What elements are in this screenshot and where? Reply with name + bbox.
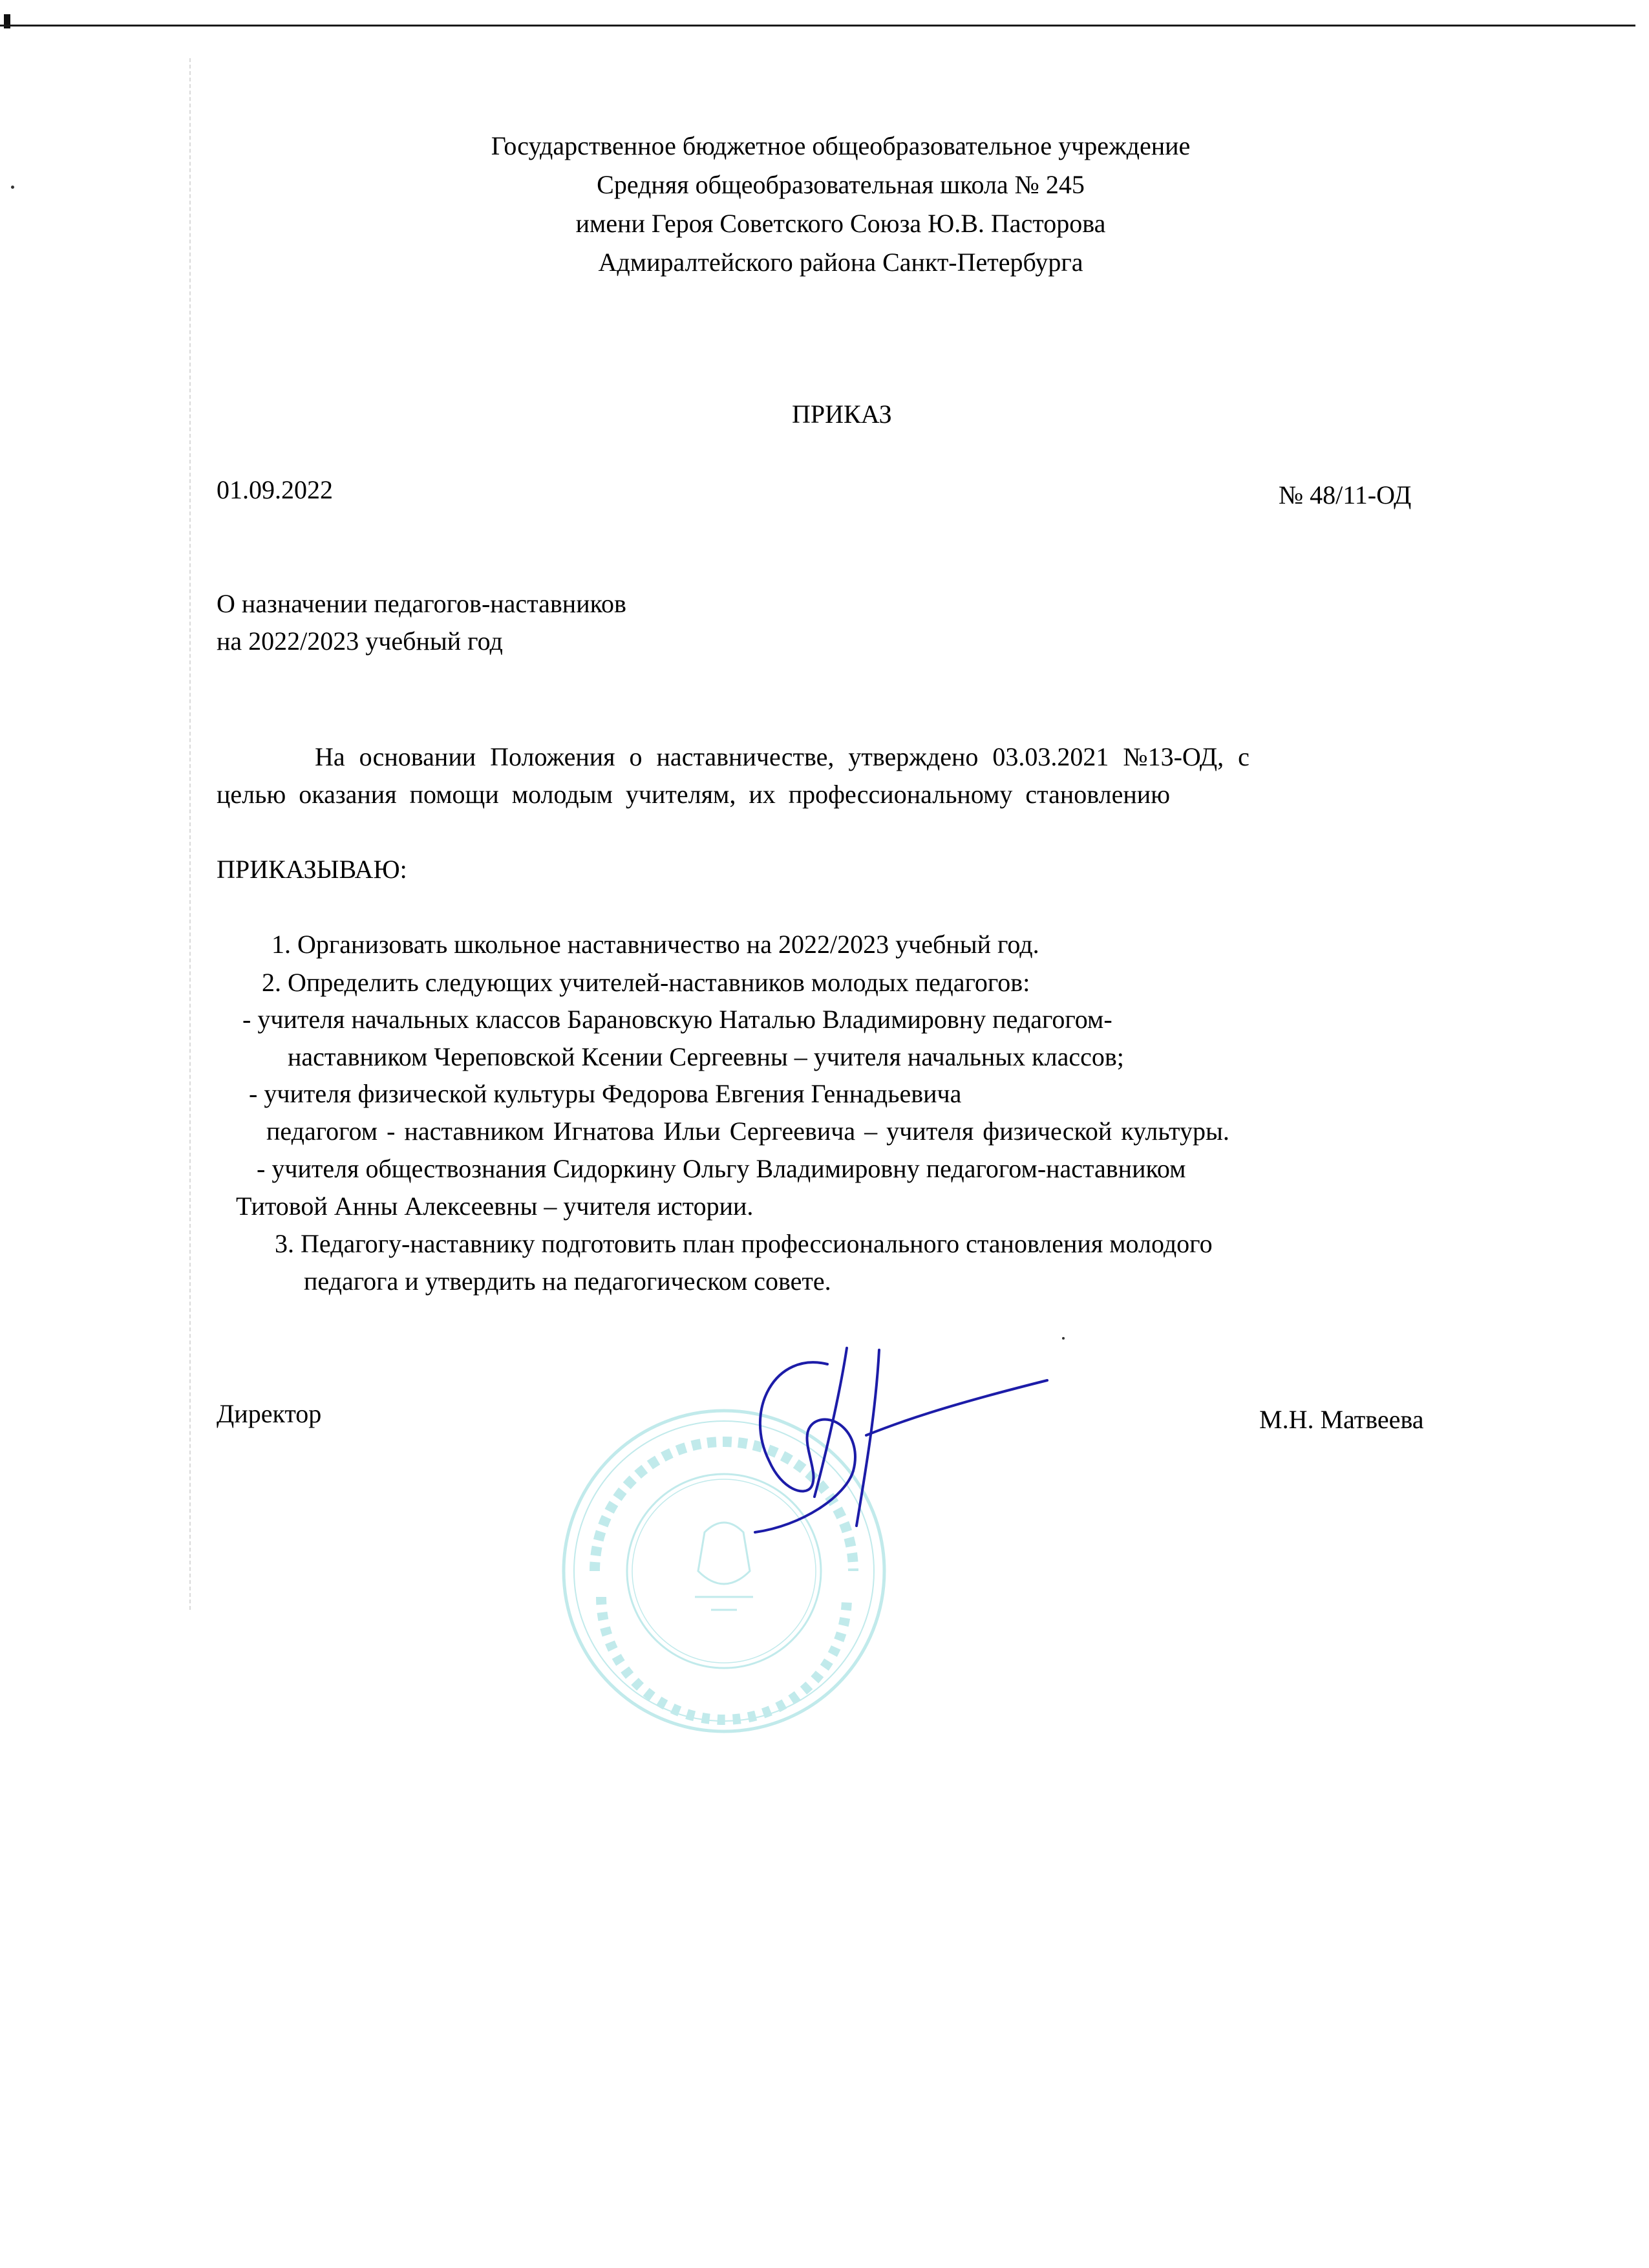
order-subitem-a-line1: - учителя начальных классов Барановскую Наталью Владимировну педагогом- bbox=[242, 1005, 1112, 1034]
preamble-line2: целью оказания помощи молодым учителям, их профессиональному становлению bbox=[217, 780, 1171, 809]
document-title: ПРИКАЗ bbox=[792, 400, 892, 429]
order-subitem-c-line2: Титовой Анны Алексеевны – учителя истории. bbox=[236, 1192, 754, 1221]
org-header-line2: Средняя общеобразовательная школа № 245 bbox=[597, 170, 1085, 199]
preamble-line1: На основании Положения о наставничестве, утверждено 03.03.2021 №13-ОД, с bbox=[315, 742, 1250, 771]
order-item-3-line1: 3. Педагогу-наставнику подготовить план профессионального становления молодого bbox=[275, 1229, 1213, 1258]
org-header-line1: Государственное бюджетное общеобразовательное учреждение bbox=[491, 131, 1191, 160]
org-header-line4: Адмиралтейского района Санкт-Петербурга bbox=[598, 248, 1083, 277]
order-subitem-b-line1: - учителя физической культуры Федорова Евгения Геннадьевича bbox=[249, 1079, 962, 1108]
org-header-line3: имени Героя Советского Союза Ю.В. Пасторова bbox=[575, 209, 1106, 238]
order-subitem-c-line1: - учителя обществознания Сидоркину Ольгу Владимировну педагогом-наставником bbox=[257, 1154, 1186, 1183]
signature-position: Директор bbox=[217, 1399, 322, 1428]
order-item-3-line2: педагога и утвердить на педагогическом совете. bbox=[304, 1267, 831, 1296]
order-subitem-b-line2: педагогом - наставником Игнатова Ильи Сергеевича – учителя физической культуры. bbox=[266, 1117, 1229, 1146]
order-subject-line1: О назначении педагогов-наставников bbox=[217, 589, 626, 618]
scan-top-edge bbox=[0, 25, 1635, 27]
order-item-2: 2. Определить следующих учителей-наставников молодых педагогов: bbox=[262, 968, 1030, 997]
page-fold-line bbox=[189, 58, 191, 1610]
order-subitem-a-line2: наставником Череповской Ксении Сергеевны – учителя начальных классов; bbox=[288, 1042, 1124, 1071]
signature-name: М.Н. Матвеева bbox=[1259, 1405, 1424, 1434]
order-date: 01.09.2022 bbox=[217, 475, 333, 504]
order-number: № 48/11-ОД bbox=[1279, 480, 1412, 509]
order-subject-line2: на 2022/2023 учебный год bbox=[217, 626, 503, 656]
director-signature bbox=[730, 1338, 1067, 1545]
order-word: ПРИКАЗЫВАЮ: bbox=[217, 855, 407, 884]
order-item-1: 1. Организовать школьное наставничество на 2022/2023 учебный год. bbox=[271, 930, 1039, 959]
